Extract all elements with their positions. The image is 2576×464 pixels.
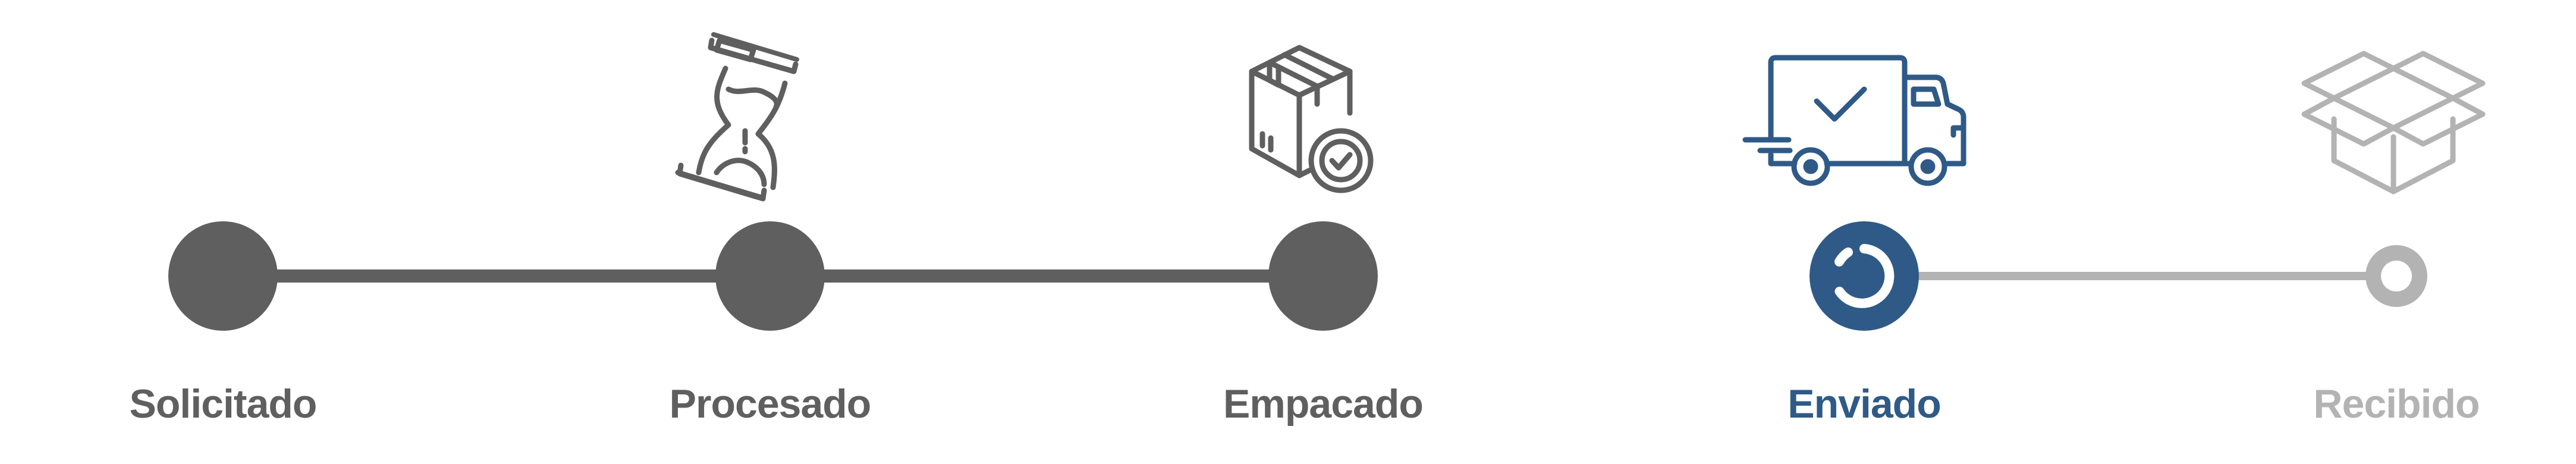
step-node-solicitado — [168, 221, 278, 331]
step-node-enviado — [1810, 221, 1919, 331]
step-node-empacado — [1268, 221, 1378, 331]
step-node-recibido — [2365, 245, 2427, 307]
step-label-enviado: Enviado — [1788, 381, 1941, 427]
step-label-empacado: Empacado — [1223, 381, 1423, 427]
package-check-icon — [1228, 24, 1418, 214]
open-box-icon — [2298, 42, 2489, 208]
step-node-procesado — [715, 221, 825, 331]
step-label-recibido: Recibido — [2313, 381, 2480, 427]
delivery-truck-icon — [1742, 45, 1968, 223]
step-label-procesado: Procesado — [669, 381, 871, 427]
step-label-solicitado: Solicitado — [129, 381, 317, 427]
hourglass-icon — [675, 24, 865, 214]
